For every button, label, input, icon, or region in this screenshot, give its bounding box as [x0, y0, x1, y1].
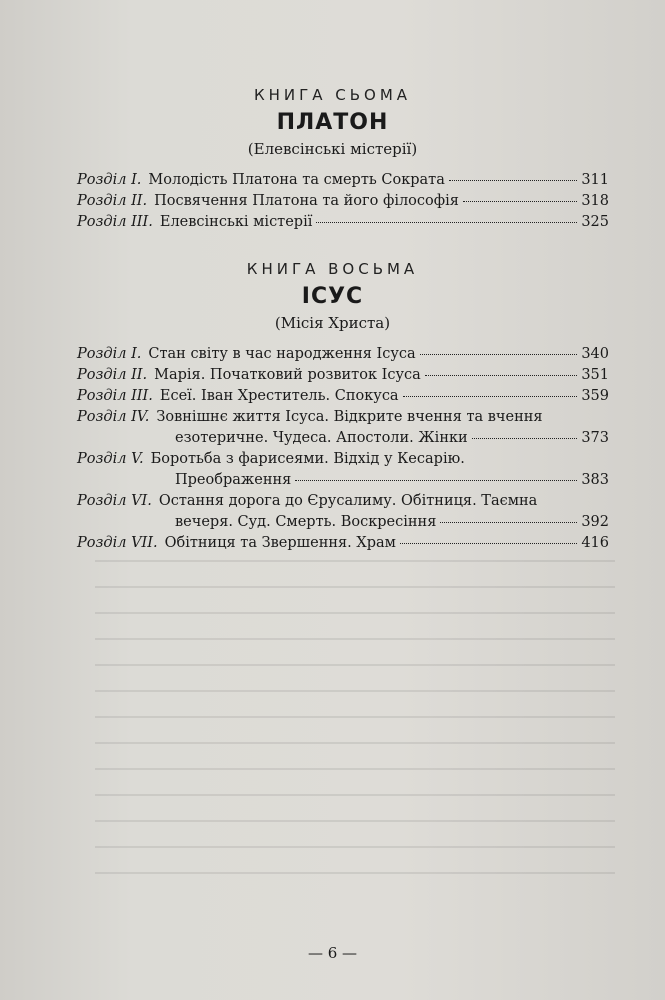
toc-entry[interactable] — [77, 449, 609, 491]
book-title: ІСУС — [301, 284, 364, 309]
chapter-label: Розділ VII. — [77, 535, 158, 551]
chapter-label: Розділ IV. — [77, 409, 150, 425]
page-number: 392 — [581, 514, 609, 530]
dot-leader — [420, 354, 578, 355]
page-number: 416 — [581, 535, 609, 551]
chapter-title: Зовнішнє життя Ісуса. Відкрите вчення та вчення — [156, 409, 543, 425]
chapter-title-continuation: Преображення — [175, 472, 292, 488]
toc-entry[interactable] — [77, 491, 609, 533]
toc-entry[interactable] — [77, 386, 609, 407]
toc-entry[interactable] — [77, 212, 609, 233]
book-seven-toc — [77, 170, 609, 233]
dot-leader — [472, 438, 578, 439]
dot-leader — [403, 396, 578, 397]
toc-entry[interactable] — [77, 344, 609, 365]
chapter-title-continuation: вечеря. Суд. Смерть. Воскресіння — [175, 514, 437, 530]
toc-entry[interactable] — [77, 533, 609, 554]
chapter-title: Есеї. Іван Хреститель. Спокуса — [159, 388, 399, 404]
chapter-label: Розділ I. — [77, 346, 142, 362]
chapter-title: Молодість Платона та смерть Сократа — [148, 172, 445, 188]
toc-entry[interactable] — [77, 407, 609, 449]
page-number: 383 — [581, 472, 609, 488]
page-number: 311 — [581, 172, 609, 188]
page-footer-number: — 6 — — [307, 944, 358, 962]
page-number: 325 — [581, 214, 609, 230]
chapter-title: Марія. Початковий розвиток Ісуса — [154, 367, 421, 383]
chapter-title: Стан світу в час народження Ісуса — [148, 346, 416, 362]
book-subtitle: (Елевсінські містерії) — [247, 140, 418, 158]
chapter-title: Елевсінські містерії — [159, 214, 313, 230]
book-subtitle: (Місія Христа) — [274, 314, 391, 332]
chapter-title: Остання дорога до Єрусалиму. Обітниця. Таємна — [158, 493, 538, 509]
chapter-label: Розділ II. — [77, 193, 148, 209]
chapter-label: Розділ III. — [77, 214, 153, 230]
toc-entry[interactable] — [77, 191, 609, 212]
page-number: 351 — [581, 367, 609, 383]
chapter-title: Боротьба з фарисеями. Відхід у Кесарію. — [150, 451, 465, 467]
chapter-title-continuation: езотеричне. Чудеса. Апостоли. Жінки — [175, 430, 468, 446]
chapter-title: Обітниця та Звершення. Храм — [164, 535, 396, 551]
toc-entry[interactable] — [77, 365, 609, 386]
toc-entry[interactable] — [77, 170, 609, 191]
page-number: 340 — [581, 346, 609, 362]
dot-leader — [449, 180, 577, 181]
chapter-title: Посвячення Платона та його філософія — [154, 193, 459, 209]
book-label: КНИГА ВОСЬМА — [246, 260, 419, 278]
dot-leader — [295, 480, 577, 481]
book-eight-toc — [77, 344, 609, 554]
book-seven-header — [0, 86, 665, 158]
dot-leader — [425, 375, 578, 376]
page-number: 373 — [581, 430, 609, 446]
chapter-label: Розділ I. — [77, 172, 142, 188]
chapter-label: Розділ II. — [77, 367, 148, 383]
dot-leader — [463, 201, 577, 202]
chapter-label: Розділ VI. — [77, 493, 152, 509]
page-number: 359 — [581, 388, 609, 404]
dot-leader — [316, 222, 577, 223]
dot-leader — [440, 522, 577, 523]
dot-leader — [400, 543, 577, 544]
book-title: ПЛАТОН — [276, 110, 389, 135]
book-eight-header — [0, 260, 665, 332]
show-through-text — [95, 560, 615, 920]
chapter-label: Розділ V. — [77, 451, 144, 467]
book-label: КНИГА СЬОМА — [253, 86, 412, 104]
page-number: 318 — [581, 193, 609, 209]
chapter-label: Розділ III. — [77, 388, 153, 404]
